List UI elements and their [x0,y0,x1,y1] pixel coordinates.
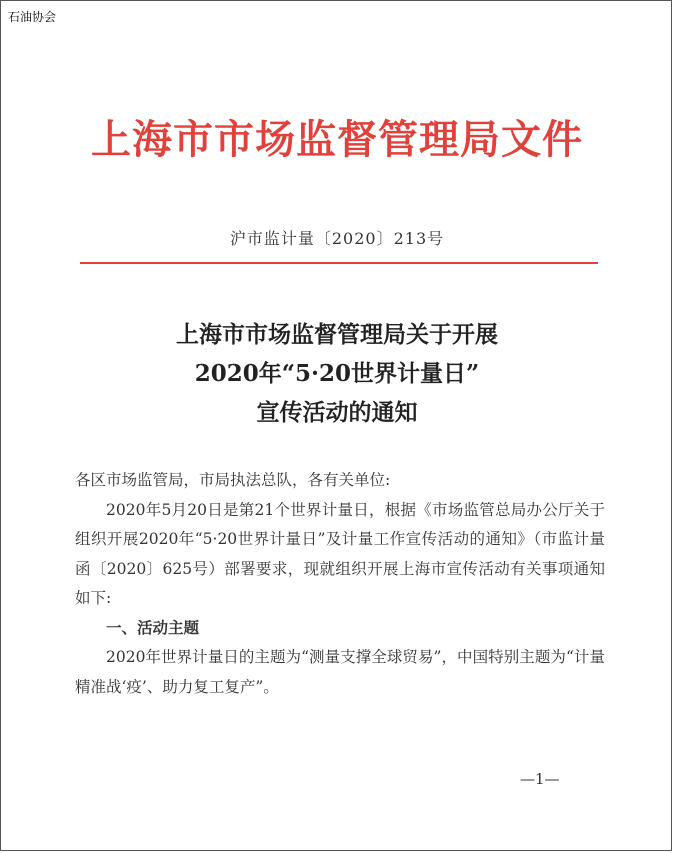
source-label: 石油协会 [8,10,57,24]
notice-title-line-1: 上海市市场监督管理局关于开展 [176,321,498,348]
section-heading-1: 一、活动主题 [106,618,200,637]
notice-title-line-2: 2020年“5·20世界计量日” [194,360,480,387]
notice-title [0,315,674,432]
salutation: 各区市场监管局，市局执法总队，各有关单位: [75,471,391,489]
notice-title-line-3: 宣传活动的通知 [256,399,418,426]
document-number: 沪市监计量〔2020〕213号 [229,229,445,248]
body-paragraph-2: 2020年世界计量日的主题为“测量支撑全球贸易”，中国特别主题为“计量精准战‘疫’、助力复工复产”。 [75,648,605,696]
page-number: —1— [520,770,560,788]
body-paragraph-1: 2020年5月20日是第21个世界计量日，根据《市场监管总局办公厅关于组织开展2020年“5·20世界计量日”及计量工作宣传活动的通知》（市监计量函〔2020〕625号）部署要求，现就组织开展上海市宣传活动有关事项通知如下: [75,500,605,607]
notice-body [75,466,605,702]
red-divider-line [80,262,598,264]
document-header-title: 上海市市场监督管理局文件 [91,116,583,163]
